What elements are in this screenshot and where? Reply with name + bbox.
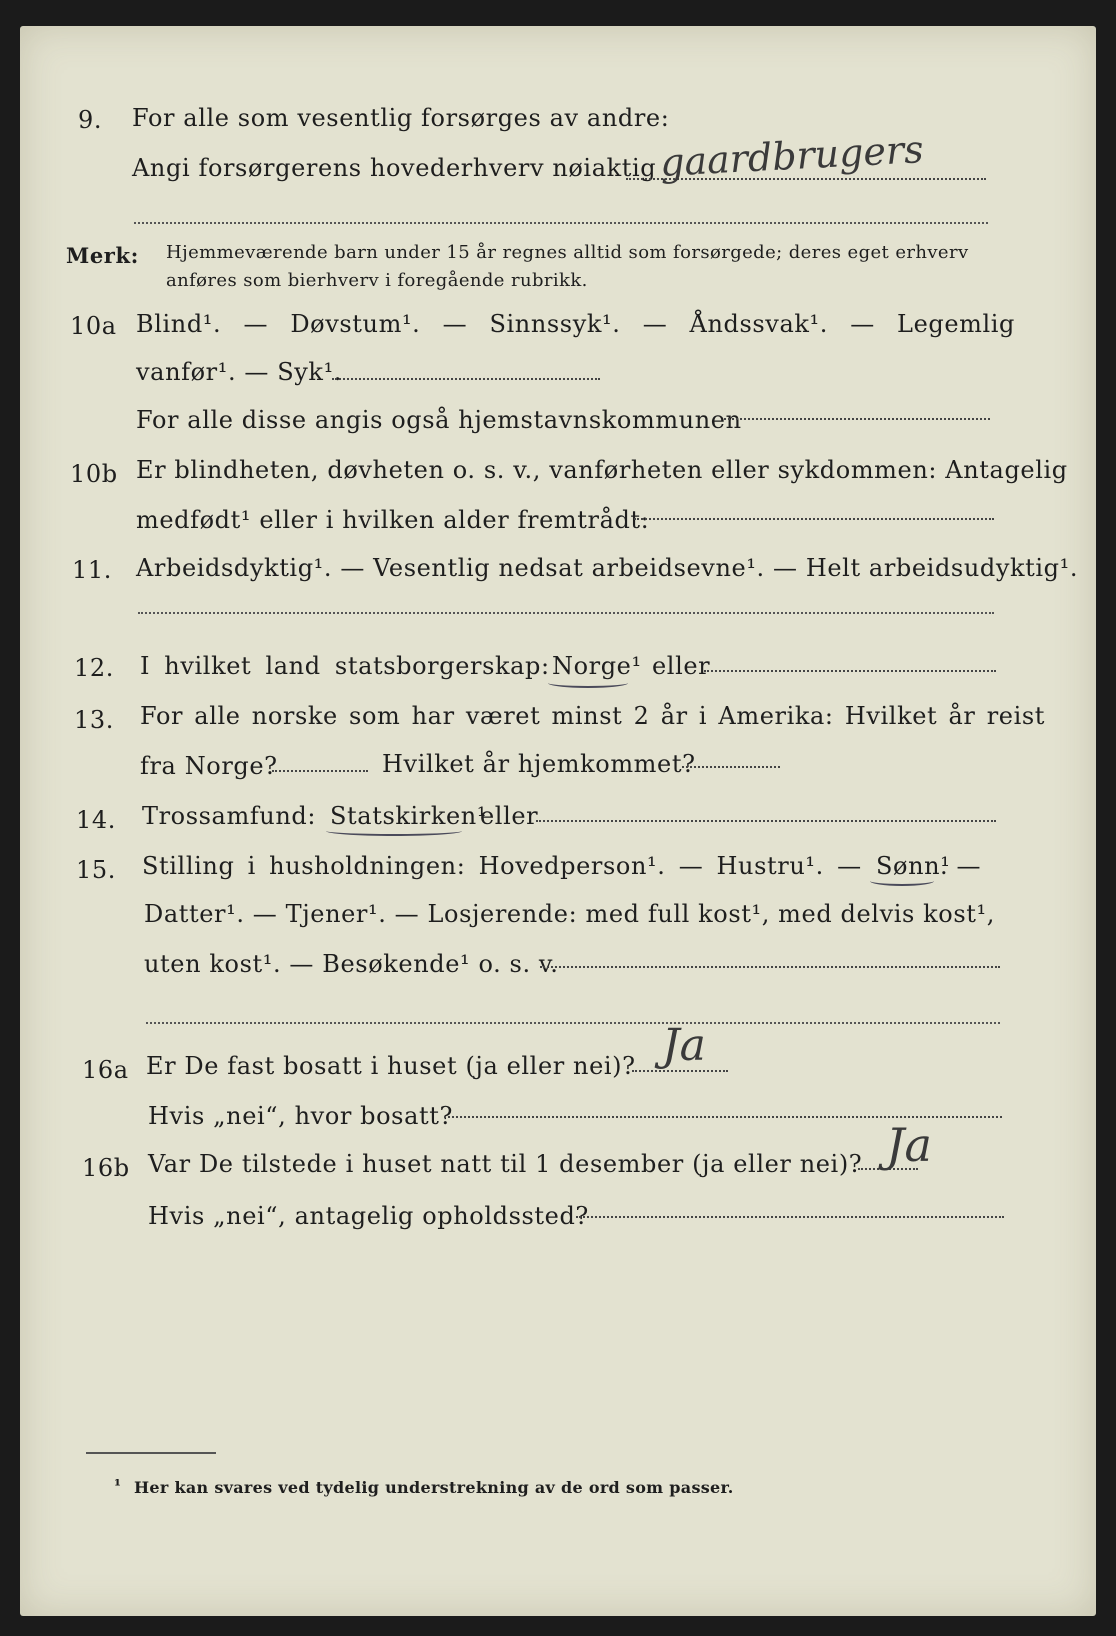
q16b-line2: Hvis „nei“, antagelig opholdssted? <box>148 1202 589 1230</box>
q16a-number: 16a <box>82 1056 129 1084</box>
merk-line2: anføres som bierhverv i foregående rubrikk. <box>166 270 588 291</box>
footnote-separator <box>86 1452 216 1454</box>
q15-answer-line <box>540 966 1000 968</box>
q13-line2b: Hvilket år hjemkommet? <box>382 750 696 778</box>
merk-line1: Hjemmeværende barn under 15 år regnes alltid som forsørgede; deres eget erhverv <box>166 242 969 263</box>
q9-handwritten-answer: gaardbrugers <box>659 127 925 185</box>
q13-hjemkommet-answer-line <box>682 766 780 768</box>
q12-prefix: I hvilket land statsborgerskap: <box>140 652 550 680</box>
footnote-text: Her kan svares ved tydelig understrekning av de ord som passer. <box>134 1478 734 1497</box>
q12-suffix: eller <box>652 652 711 680</box>
q16a-line1: Er De fast bosatt i huset (ja eller nei)? <box>146 1052 636 1080</box>
q9-number: 9. <box>78 106 103 134</box>
q15-line1a: Stilling i husholdningen: Hovedperson¹. — Hustru¹. — <box>142 852 862 880</box>
q10b-answer-line <box>634 518 994 520</box>
q10b-line2: medfødt¹ eller i hvilken alder fremtrådt: <box>136 506 650 534</box>
q14-number: 14. <box>76 806 116 834</box>
q11-number: 11. <box>72 556 112 584</box>
q9-line2: Angi forsørgerens hovederhverv nøiaktig <box>132 154 657 182</box>
q15-line1c: . — <box>940 852 982 880</box>
q15-choice-underline <box>870 876 934 886</box>
q16b-opholdssted-answer-line <box>576 1216 1004 1218</box>
q10a-number: 10a <box>70 312 117 340</box>
merk-label: Merk: <box>66 243 139 268</box>
q11-answer-line <box>138 612 994 614</box>
q10a-line2-answer-line <box>332 378 600 380</box>
q10a-line2: vanfør¹. — Syk¹. <box>136 358 343 386</box>
q13-line1: For alle norske som har været minst 2 år i Amerika: Hvilket år reist <box>140 702 1046 730</box>
q16b-handwritten-answer: Ja <box>886 1118 932 1172</box>
q15-line3: uten kost¹. — Besøkende¹ o. s. v. <box>144 950 559 978</box>
q12-answer-line <box>704 670 996 672</box>
q16b-number: 16b <box>82 1154 130 1182</box>
q10a-line1: Blind¹. — Døvstum¹. — Sinnssyk¹. — Åndssvak¹. — Legemlig <box>136 310 1016 338</box>
q16b-line1: Var De tilstede i huset natt til 1 desember (ja eller nei)? <box>148 1150 863 1178</box>
q15-choice-sonn: Sønn¹ <box>876 852 951 880</box>
q10b-line1: Er blindheten, døvheten o. s. v., vanførheten eller sykdommen: Antagelig <box>136 456 1068 484</box>
q15-number: 15. <box>76 856 116 884</box>
q16a-handwritten-answer: Ja <box>662 1020 706 1071</box>
q11-line1: Arbeidsdyktig¹. — Vesentlig nedsat arbeidsevne¹. — Helt arbeidsudyktig¹. <box>136 554 1079 582</box>
q9-line1: For alle som vesentlig forsørges av andre: <box>132 104 670 132</box>
q10b-number: 10b <box>70 460 118 488</box>
q14-suffix: eller <box>480 802 539 830</box>
q13-reist-answer-line <box>272 770 368 772</box>
q10a-line3-answer-line <box>724 418 990 420</box>
q15-line2: Datter¹. — Tjener¹. — Losjerende: med full kost¹, med delvis kost¹, <box>144 900 995 928</box>
q15-second-answer-line <box>146 1022 1000 1024</box>
q12-number: 12. <box>74 654 114 682</box>
census-form-page <box>20 26 1096 1616</box>
q14-choice-underline <box>326 826 462 836</box>
q13-number: 13. <box>74 706 114 734</box>
q9-second-line <box>134 222 988 224</box>
q12-choice-underline <box>548 678 628 688</box>
q12-choice-norge: Norge¹ <box>552 652 642 680</box>
q14-answer-line <box>536 820 996 822</box>
q14-choice-statskirken: Statskirken¹ <box>330 802 488 830</box>
q14-prefix: Trossamfund: <box>142 802 317 830</box>
q10a-line3: For alle disse angis også hjemstavnskommunen <box>136 406 742 434</box>
q16a-line2: Hvis „nei“, hvor bosatt? <box>148 1102 453 1130</box>
footnote-mark: ¹ <box>114 1476 122 1495</box>
q13-line2a: fra Norge? <box>140 752 278 780</box>
